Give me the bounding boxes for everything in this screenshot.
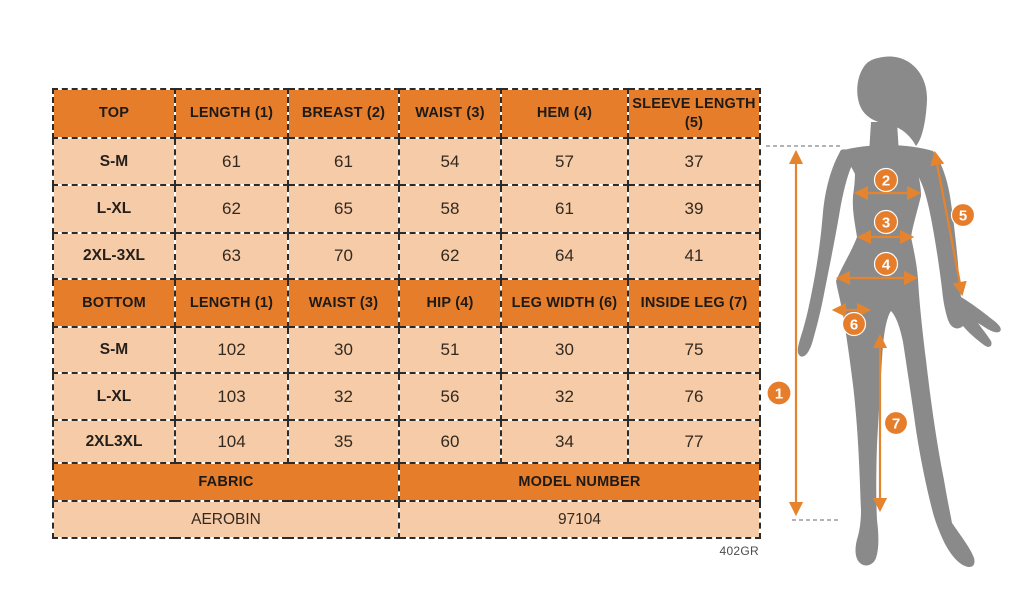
value-cell: 104: [175, 420, 288, 463]
inside-leg-header-cell: INSIDE LEG (7): [628, 279, 760, 327]
model-number-header-cell: MODEL NUMBER: [399, 463, 760, 501]
size-label: 2XL-3XL: [53, 233, 175, 279]
bottom-header-row: [53, 279, 760, 327]
svg-text:2: 2: [881, 172, 891, 190]
measurement-figure: [760, 40, 1024, 592]
value-cell: 39: [628, 185, 760, 233]
top-header-cell: TOP: [53, 89, 175, 138]
length-header-cell: LENGTH (1): [175, 89, 288, 138]
sleeve-length-header-cell: SLEEVE LENGTH (5): [628, 89, 760, 138]
size-label: 2XL3XL: [53, 420, 175, 463]
table-row: [53, 373, 760, 420]
fabric-header-cell: FABRIC: [53, 463, 399, 501]
badge-2: [875, 169, 898, 192]
svg-text:7: 7: [891, 415, 901, 433]
table-row: [53, 233, 760, 279]
size-label: S-M: [53, 327, 175, 373]
value-cell: 62: [175, 185, 288, 233]
value-cell: 61: [288, 138, 399, 185]
value-cell: 37: [628, 138, 760, 185]
value-cell: 41: [628, 233, 760, 279]
breast-header-cell: BREAST (2): [288, 89, 399, 138]
value-cell: 77: [628, 420, 760, 463]
value-cell: 62: [399, 233, 501, 279]
size-label: L-XL: [53, 185, 175, 233]
silhouette-right-arm: [916, 151, 1001, 347]
top-header-row: [53, 89, 760, 138]
value-cell: 70: [288, 233, 399, 279]
length-header-cell: LENGTH (1): [175, 279, 288, 327]
size-table: [52, 88, 761, 539]
value-cell: 64: [501, 233, 628, 279]
waist-header-cell: WAIST (3): [399, 89, 501, 138]
badge-4: [875, 253, 898, 276]
hem-header-cell: HEM (4): [501, 89, 628, 138]
value-cell: 103: [175, 373, 288, 420]
table-row: [53, 185, 760, 233]
value-cell: 56: [399, 373, 501, 420]
value-cell: 54: [399, 138, 501, 185]
value-cell: 35: [288, 420, 399, 463]
table-row: [53, 327, 760, 373]
value-cell: 30: [501, 327, 628, 373]
waist-header-cell: WAIST (3): [288, 279, 399, 327]
value-cell: 75: [628, 327, 760, 373]
svg-text:1: 1: [774, 385, 784, 403]
value-cell: 61: [175, 138, 288, 185]
value-cell: 30: [288, 327, 399, 373]
bottom-header-cell: BOTTOM: [53, 279, 175, 327]
footer-header-row: [53, 463, 760, 501]
svg-text:5: 5: [958, 207, 968, 225]
value-cell: 32: [501, 373, 628, 420]
woman-silhouette: [798, 57, 1001, 567]
table-row: [53, 138, 760, 185]
value-cell: 58: [399, 185, 501, 233]
table-row: [53, 420, 760, 463]
size-label: S-M: [53, 138, 175, 185]
badge-3: [875, 211, 898, 234]
badge-1: [767, 381, 791, 405]
value-cell: 32: [288, 373, 399, 420]
leg-width-header-cell: LEG WIDTH (6): [501, 279, 628, 327]
size-label: L-XL: [53, 373, 175, 420]
badge-7: [885, 412, 908, 435]
model-number-value: 97104: [399, 501, 760, 538]
value-cell: 51: [399, 327, 501, 373]
hip-header-cell: HIP (4): [399, 279, 501, 327]
footer-value-row: [53, 501, 760, 538]
badge-6: [843, 313, 866, 336]
value-cell: 60: [399, 420, 501, 463]
badge-5: [952, 204, 975, 227]
value-cell: 63: [175, 233, 288, 279]
svg-text:4: 4: [881, 256, 891, 274]
product-code: 402GR: [719, 544, 759, 558]
value-cell: 102: [175, 327, 288, 373]
value-cell: 65: [288, 185, 399, 233]
value-cell: 34: [501, 420, 628, 463]
value-cell: 61: [501, 185, 628, 233]
svg-text:3: 3: [881, 214, 891, 232]
svg-text:6: 6: [849, 316, 859, 334]
value-cell: 76: [628, 373, 760, 420]
value-cell: 57: [501, 138, 628, 185]
fabric-value: AEROBIN: [53, 501, 399, 538]
